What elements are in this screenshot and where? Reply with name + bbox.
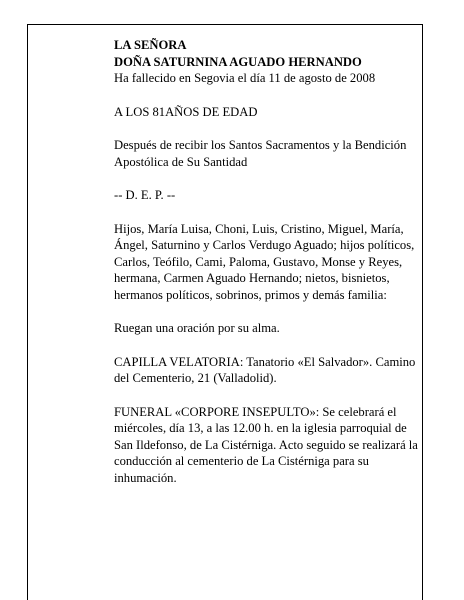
notice-deceased-name: DOÑA SATURNINA AGUADO HERNANDO (114, 54, 362, 69)
notice-prayer: Ruegan una oración por su alma. (114, 321, 280, 335)
notice-title-line1: LA SEÑORA (114, 38, 187, 52)
notice-sacraments: Después de recibir los Santos Sacramentos y la Bendición Apostólica de Su Santidad (114, 138, 407, 169)
notice-death-info: Ha fallecido en Segovia el día 11 de agosto de 2008 (114, 71, 376, 85)
obituary-notice (114, 37, 426, 503)
notice-chapel: CAPILLA VELATORIA: Tanatorio «El Salvador». Camino del Cementerio, 21 (Valladolid). (114, 354, 416, 385)
notice-family: Hijos, María Luisa, Choni, Luis, Cristino, Miguel, María, Ángel, Saturnino y Carlos Verdugo Aguado; hijos políticos, Carlos, Teófilo, Cami, Paloma, Gustavo, Monse y Reyes, hermana, Carmen Aguado Hernando; nietos, bisnietos, hermanos políticos, sobrinos, primos y demás familia: (114, 221, 415, 302)
notice-dep: -- D. E. P. -- (114, 188, 176, 202)
notice-age: A LOS 81AÑOS DE EDAD (114, 104, 258, 119)
notice-funeral: FUNERAL «CORPORE INSEPULTO»: Se celebrará el miércoles, día 13, a las 12.00 h. en la iglesia parroquial de San Ildefonso, de La Cistérniga. Acto seguido se realizará la conducción al cementerio de La Cistérniga para su inhumación. (114, 404, 418, 485)
